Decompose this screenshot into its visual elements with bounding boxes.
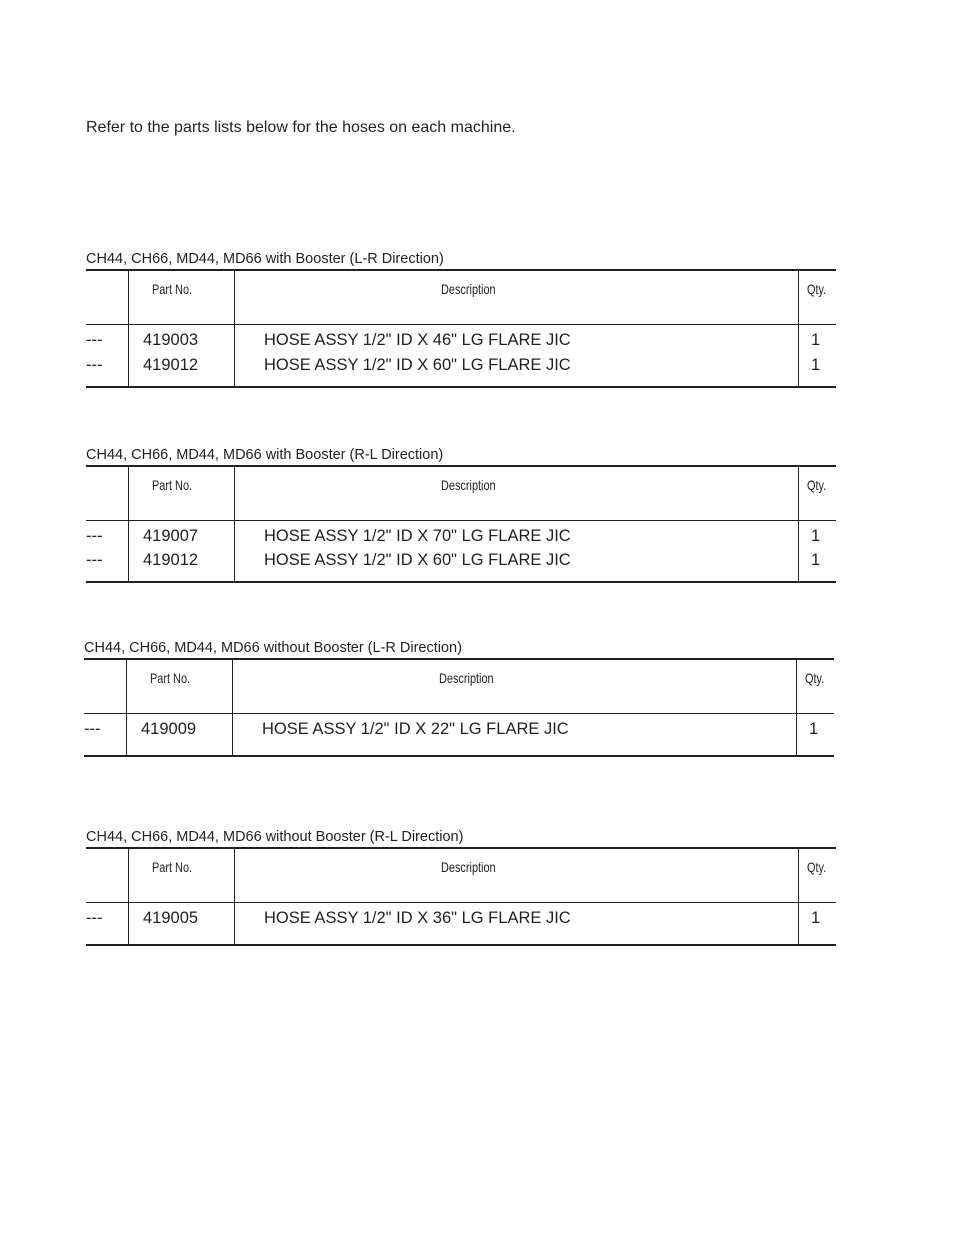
table-body bbox=[86, 325, 836, 386]
header-qty: Qty. bbox=[807, 281, 827, 297]
ref-cell: --- bbox=[86, 551, 103, 569]
part-number-cell: 419007 bbox=[143, 527, 199, 545]
section-title: CH44, CH66, MD44, MD66 without Booster (R-L Direction) bbox=[86, 829, 464, 845]
part-number-cell: 419003 bbox=[143, 331, 199, 349]
header-description: Description bbox=[439, 670, 494, 686]
description-cell: HOSE ASSY 1/2" ID X 60" LG FLARE JIC bbox=[264, 356, 571, 374]
description-cell: HOSE ASSY 1/2" ID X 36" LG FLARE JIC bbox=[264, 909, 571, 927]
parts-table bbox=[86, 847, 836, 946]
section-title: CH44, CH66, MD44, MD66 with Booster (R-L Direction) bbox=[86, 447, 444, 463]
header-part-no: Part No. bbox=[152, 859, 193, 875]
qty-cell: 1 bbox=[811, 356, 821, 374]
header-part-no: Part No. bbox=[150, 670, 191, 686]
header-qty: Qty. bbox=[805, 670, 825, 686]
table-header bbox=[86, 849, 836, 903]
table-row bbox=[86, 909, 836, 933]
ref-cell: --- bbox=[86, 331, 103, 349]
parts-table bbox=[86, 465, 836, 583]
column-divider bbox=[798, 271, 799, 324]
table-body bbox=[86, 521, 836, 581]
qty-cell: 1 bbox=[811, 909, 821, 927]
table-row bbox=[86, 527, 836, 551]
table-body bbox=[86, 903, 836, 944]
description-cell: HOSE ASSY 1/2" ID X 70" LG FLARE JIC bbox=[264, 527, 571, 545]
column-divider bbox=[126, 660, 127, 713]
column-divider bbox=[234, 467, 235, 520]
header-description: Description bbox=[441, 859, 496, 875]
section-title: CH44, CH66, MD44, MD66 without Booster (L-R Direction) bbox=[84, 640, 462, 656]
section-title: CH44, CH66, MD44, MD66 with Booster (L-R Direction) bbox=[86, 251, 444, 267]
qty-cell: 1 bbox=[811, 551, 821, 569]
header-description: Description bbox=[441, 281, 496, 297]
column-divider bbox=[234, 849, 235, 902]
ref-cell: --- bbox=[86, 527, 103, 545]
description-cell: HOSE ASSY 1/2" ID X 46" LG FLARE JIC bbox=[264, 331, 571, 349]
column-divider bbox=[128, 849, 129, 902]
qty-cell: 1 bbox=[809, 720, 819, 738]
intro-text: Refer to the parts lists below for the hoses on each machine. bbox=[86, 119, 516, 136]
table-header bbox=[84, 660, 834, 714]
column-divider bbox=[796, 660, 797, 713]
header-qty: Qty. bbox=[807, 859, 827, 875]
table-row bbox=[86, 356, 836, 380]
part-number-cell: 419012 bbox=[143, 551, 199, 569]
table-row bbox=[84, 720, 834, 744]
header-qty: Qty. bbox=[807, 477, 827, 493]
column-divider bbox=[798, 849, 799, 902]
table-row bbox=[86, 551, 836, 575]
header-part-no: Part No. bbox=[152, 281, 193, 297]
ref-cell: --- bbox=[86, 356, 103, 374]
table-header bbox=[86, 467, 836, 521]
column-divider bbox=[232, 660, 233, 713]
part-number-cell: 419009 bbox=[141, 720, 197, 738]
ref-cell: --- bbox=[84, 720, 101, 738]
table-header bbox=[86, 271, 836, 325]
qty-cell: 1 bbox=[811, 331, 821, 349]
column-divider bbox=[234, 271, 235, 324]
qty-cell: 1 bbox=[811, 527, 821, 545]
table-row bbox=[86, 331, 836, 355]
column-divider bbox=[798, 467, 799, 520]
parts-table bbox=[86, 269, 836, 388]
parts-table bbox=[84, 658, 834, 757]
part-number-cell: 419005 bbox=[143, 909, 199, 927]
column-divider bbox=[128, 467, 129, 520]
column-divider bbox=[128, 271, 129, 324]
part-number-cell: 419012 bbox=[143, 356, 199, 374]
description-cell: HOSE ASSY 1/2" ID X 22" LG FLARE JIC bbox=[262, 720, 569, 738]
header-description: Description bbox=[441, 477, 496, 493]
ref-cell: --- bbox=[86, 909, 103, 927]
description-cell: HOSE ASSY 1/2" ID X 60" LG FLARE JIC bbox=[264, 551, 571, 569]
table-body bbox=[84, 714, 834, 755]
header-part-no: Part No. bbox=[152, 477, 193, 493]
